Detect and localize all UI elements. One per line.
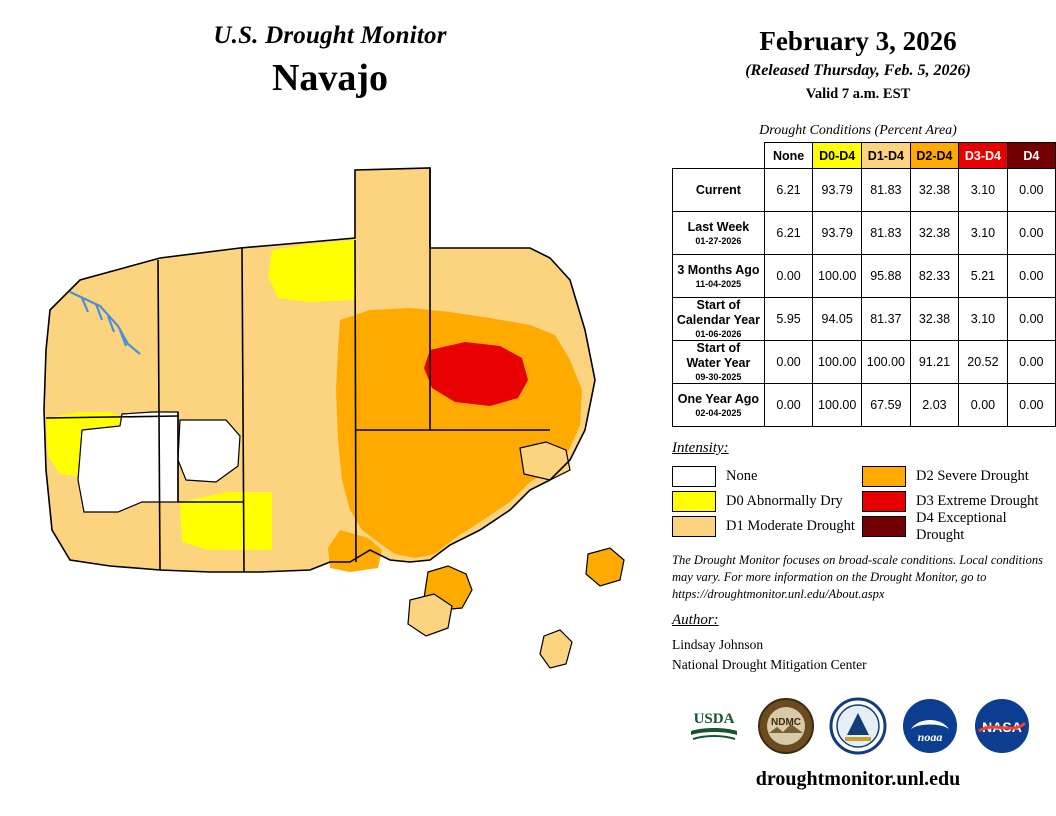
table-row	[673, 212, 1056, 255]
valid-time: Valid 7 a.m. EST	[805, 86, 911, 102]
map-date: February 3, 2026	[759, 26, 957, 56]
legend-column-right	[862, 464, 1052, 543]
col-header-d2: D2-D4	[910, 143, 958, 169]
table-caption: Drought Conditions (Percent Area)	[759, 123, 957, 138]
region-detached-3	[586, 548, 624, 586]
date-block	[660, 26, 1056, 103]
col-header-d4: D4	[1007, 143, 1055, 169]
website-url: droughtmonitor.unl.edu	[755, 768, 961, 790]
cell-current-d0: 93.79	[813, 169, 862, 212]
table-row	[673, 298, 1056, 341]
row-label-last-week	[673, 212, 765, 255]
cell-1yr-d0: 100.00	[813, 384, 862, 427]
row-label-date: 01-27-2026	[695, 236, 742, 247]
cell-3mo-d3: 5.21	[959, 255, 1007, 298]
region-d0-south	[180, 492, 272, 550]
legend-label-d2: D2 Severe Drought	[916, 468, 1029, 484]
cell-lastweek-d2: 32.38	[910, 212, 958, 255]
legend-label-d4: D4 Exceptional Drought	[916, 509, 1007, 543]
row-label-start-calendar-year	[673, 298, 765, 341]
svg-text:NASA: NASA	[982, 719, 1022, 735]
author-name: Lindsay Johnson	[672, 637, 764, 652]
author-heading: Author:	[672, 612, 719, 628]
logo-row	[660, 695, 1056, 757]
cell-lastweek-d1: 81.83	[862, 212, 911, 255]
region-title: Navajo	[271, 57, 389, 99]
author-org: National Drought Mitigation Center	[672, 656, 867, 672]
swatch-d0-icon	[672, 491, 716, 512]
cell-lastweek-d4: 0.00	[1007, 212, 1055, 255]
cell-1yr-d1: 67.59	[862, 384, 911, 427]
col-header-d1: D1-D4	[862, 143, 911, 169]
cell-3mo-d4: 0.00	[1007, 255, 1055, 298]
cell-wy-d1: 100.00	[862, 341, 911, 384]
swatch-none-icon	[672, 466, 716, 487]
cell-lastweek-d0: 93.79	[813, 212, 862, 255]
page-title: U.S. Drought Monitor	[213, 22, 447, 49]
cell-cy-d1: 81.37	[862, 298, 911, 341]
row-label-date: 02-04-2025	[695, 408, 742, 419]
row-label-start-water-year	[673, 341, 765, 384]
cell-3mo-d0: 100.00	[813, 255, 862, 298]
cell-1yr-none: 0.00	[764, 384, 812, 427]
title-block	[0, 22, 660, 100]
cell-cy-none: 5.95	[764, 298, 812, 341]
legend-item-d4	[862, 509, 1052, 543]
table-row	[673, 169, 1056, 212]
cell-wy-d0: 100.00	[813, 341, 862, 384]
nasa-logo	[973, 697, 1031, 755]
swatch-d1-icon	[672, 516, 716, 537]
table-header-row	[673, 143, 1056, 169]
cell-cy-d2: 32.38	[910, 298, 958, 341]
row-label-date: 09-30-2025	[695, 372, 742, 383]
legend-label-d0: D0 Abnormally Dry	[726, 493, 843, 509]
cell-lastweek-none: 6.21	[764, 212, 812, 255]
col-header-none: None	[764, 143, 812, 169]
row-label-text: Last Week	[687, 219, 750, 234]
noaa-seal-logo	[829, 697, 887, 755]
swatch-d4-icon	[862, 516, 906, 537]
row-label-text-line1: Start of	[696, 298, 741, 313]
cell-wy-d4: 0.00	[1007, 341, 1055, 384]
drought-conditions-table	[672, 142, 1056, 427]
cell-current-none: 6.21	[764, 169, 812, 212]
row-label-one-year-ago	[673, 384, 765, 427]
cell-1yr-d3: 0.00	[959, 384, 1007, 427]
svg-text:noaa: noaa	[917, 730, 943, 744]
cell-current-d2: 32.38	[910, 169, 958, 212]
cell-wy-d2: 91.21	[910, 341, 958, 384]
cell-3mo-none: 0.00	[764, 255, 812, 298]
legend-column-left	[672, 464, 855, 539]
row-label-date: 01-06-2026	[695, 329, 742, 340]
legend-item-d2	[862, 464, 1052, 489]
table-row	[673, 341, 1056, 384]
legend-item-d1	[672, 514, 855, 539]
legend-label-d3: D3 Extreme Drought	[916, 493, 1039, 509]
cell-cy-d0: 94.05	[813, 298, 862, 341]
cell-cy-d3: 3.10	[959, 298, 1007, 341]
swatch-d2-icon	[862, 466, 906, 487]
ndmc-logo	[757, 697, 815, 755]
table-row	[673, 384, 1056, 427]
table-corner-cell	[673, 143, 765, 169]
row-label-text-line1: Start of	[696, 341, 741, 356]
legend-item-none	[672, 464, 855, 489]
row-label-text-line2: Water Year	[686, 355, 751, 370]
usda-logo	[685, 697, 743, 755]
cell-lastweek-d3: 3.10	[959, 212, 1007, 255]
legend-label-d1: D1 Moderate Drought	[726, 518, 855, 534]
map-regions	[44, 168, 624, 668]
intensity-heading: Intensity:	[672, 440, 729, 456]
cell-cy-d4: 0.00	[1007, 298, 1055, 341]
author-block	[672, 635, 867, 674]
table-row	[673, 255, 1056, 298]
cell-3mo-d2: 82.33	[910, 255, 958, 298]
cell-current-d3: 3.10	[959, 169, 1007, 212]
row-label-text: 3 Months Ago	[677, 262, 760, 277]
release-date: (Released Thursday, Feb. 5, 2026)	[745, 62, 971, 79]
noaa-logo	[901, 697, 959, 755]
row-label-text-line2: Calendar Year	[676, 312, 760, 327]
cell-current-d4: 0.00	[1007, 169, 1055, 212]
disclaimer-text: The Drought Monitor focuses on broad-scale conditions. Local conditions may vary. For more information on the Drought Monitor, go to https://droughtmonitor.unl.edu/About.aspx	[672, 553, 1043, 601]
legend-item-d0	[672, 489, 855, 514]
cell-wy-d3: 20.52	[959, 341, 1007, 384]
row-label-3-months-ago	[673, 255, 765, 298]
col-header-d0: D0-D4	[813, 143, 862, 169]
legend-label-none: None	[726, 468, 758, 484]
cell-current-d1: 81.83	[862, 169, 911, 212]
region-d0-north	[268, 240, 355, 302]
svg-text:USDA: USDA	[693, 711, 735, 727]
cell-wy-none: 0.00	[764, 341, 812, 384]
map-svg	[10, 130, 660, 690]
cell-3mo-d1: 95.88	[862, 255, 911, 298]
svg-text:NDMC: NDMC	[771, 717, 801, 728]
cell-1yr-d2: 2.03	[910, 384, 958, 427]
navajo-drought-map	[10, 130, 660, 690]
cell-1yr-d4: 0.00	[1007, 384, 1055, 427]
row-label-text: Current	[695, 182, 741, 197]
swatch-d3-icon	[862, 491, 906, 512]
col-header-d3: D3-D4	[959, 143, 1007, 169]
row-label-current	[673, 169, 765, 212]
region-detached-4	[540, 630, 572, 668]
row-label-text: One Year Ago	[677, 391, 760, 406]
row-label-date: 11-04-2025	[695, 279, 742, 290]
